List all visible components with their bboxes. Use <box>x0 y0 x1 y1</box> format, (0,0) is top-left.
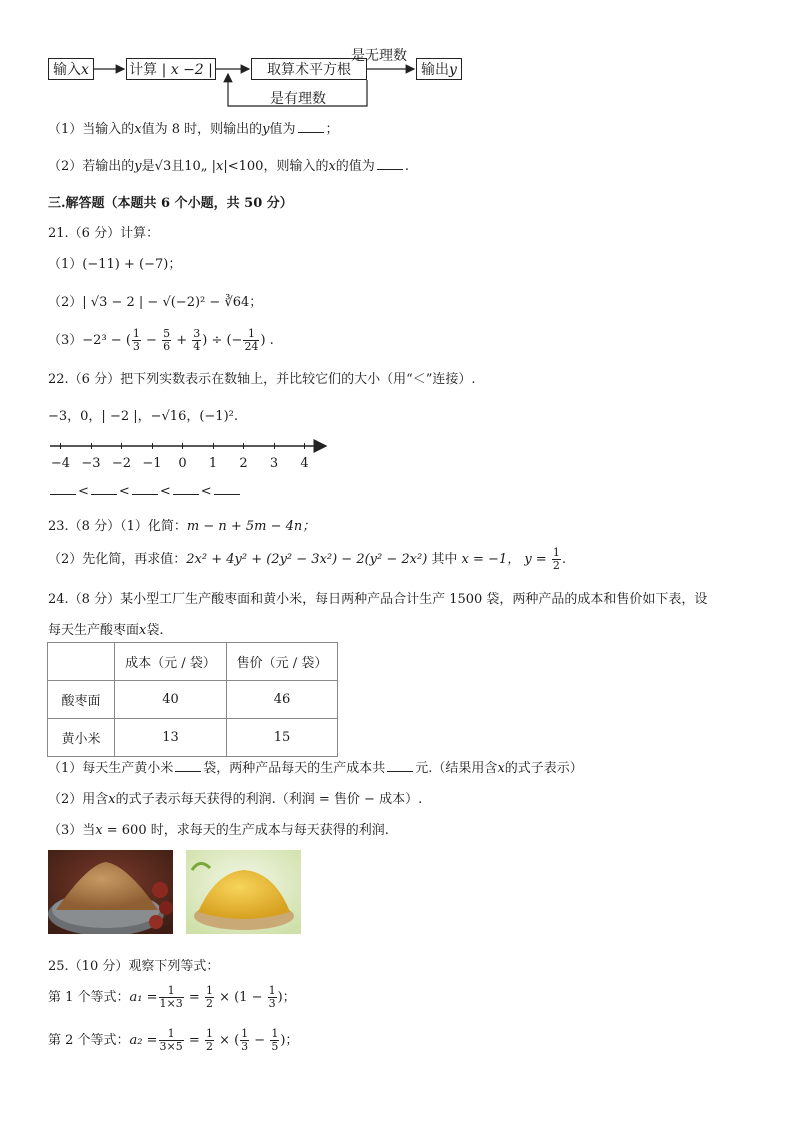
table-cell: 黄小米 <box>48 719 115 757</box>
fraction: $\frac{1}{3}$ <box>132 327 140 353</box>
q24-p3-x: x <box>95 823 103 838</box>
number-line-tick <box>304 443 305 449</box>
q23-p2-where: 其中 <box>427 552 462 567</box>
q20-p1-y: y <box>262 122 270 137</box>
number-line-tick <box>91 443 92 449</box>
fraction: $\frac{3}{4}$ <box>193 327 201 353</box>
q22-heading: 22.（6 分）把下列实数表示在数轴上，并比较它们的大小（用“＜”连接）. <box>48 372 476 387</box>
answer-blank[interactable] <box>173 484 199 495</box>
q23-p2-values: x = −1， y = <box>461 552 551 567</box>
q23-p2-expr: 2x² + 4y² + (2y² − 3x²) − 2(y² − 2x²) <box>186 552 428 567</box>
number-line-tick <box>274 443 275 449</box>
table-cell: 40 <box>115 681 227 719</box>
q24-p1-d: 的式子表示） <box>504 761 583 776</box>
jujube-powder-photo <box>48 850 173 934</box>
table-cell: 46 <box>227 681 338 719</box>
table-cell: 15 <box>227 719 338 757</box>
number-line-tick <box>60 443 61 449</box>
number-line-tick-label: −1 <box>142 456 162 471</box>
q21-p3-b: ) ÷ (− <box>202 333 243 348</box>
table-header-row <box>48 643 338 681</box>
q20-p1-text-c: 值为 <box>269 122 296 137</box>
q21-op2: + <box>172 333 192 348</box>
answer-blank[interactable] <box>298 122 324 133</box>
q20-p1-text-a: （1）当输入的 <box>48 122 135 137</box>
equals: = <box>184 990 204 1005</box>
less-than: < <box>118 484 130 499</box>
number-line-tick-label: −3 <box>81 456 101 471</box>
answer-blank[interactable] <box>132 484 158 495</box>
q23-p2-text: （2）先化简，再求值： <box>48 552 187 567</box>
flow-irrational-label: 是无理数 <box>351 48 407 64</box>
table-cell: 13 <box>115 719 227 757</box>
q24-p2-b: 的式子表示每天获得的利润.（利润 = 售价 − 成本）. <box>115 792 423 807</box>
q21-part1 <box>48 253 181 272</box>
q21-p1-expr: (−11) + (−7)； <box>82 257 182 272</box>
q25-e2-label: 第 2 个等式： <box>48 1033 130 1048</box>
q22-answer-row <box>48 484 242 499</box>
number-line-tick-label: 1 <box>208 456 218 471</box>
flow-input-label: 输入 <box>53 62 82 78</box>
q24-p2-a: （2）用含 <box>48 792 109 807</box>
q20-p2-text-d: |<100，则输入的 <box>223 159 329 174</box>
q20-p2-end: . <box>404 159 409 174</box>
q21-p2-expr-a: | √3 − 2 | − √(−2)² <box>82 295 206 310</box>
q25-e2-m: − <box>250 1033 270 1048</box>
table-header-cell: 售价（元 / 袋） <box>227 643 338 681</box>
q23-heading: 23.（8 分）（1）化简： <box>48 519 187 534</box>
q23-p1-expr: m − n + 5m − 4n； <box>186 519 316 534</box>
number-line-tick <box>121 443 122 449</box>
flow-calc-box <box>126 58 216 80</box>
less-than: < <box>200 484 212 499</box>
q25-e2-c: )； <box>280 1033 299 1048</box>
q25-equation-1 <box>48 983 296 1013</box>
q20-p2-text-e: 的值为 <box>335 159 375 174</box>
number-line-tick-label: 0 <box>178 456 187 471</box>
fraction: $\frac{1}{3}$ <box>241 1027 249 1053</box>
q20-p2-y: y <box>134 159 142 174</box>
fraction: $\frac{5}{6}$ <box>163 327 171 353</box>
cost-price-table <box>47 642 338 757</box>
less-than: < <box>159 484 171 499</box>
q25-equation-2 <box>48 1026 298 1056</box>
number-line-tick-label: 2 <box>239 456 248 471</box>
q24-heading-line1: 24.（8 分）某小型工厂生产酸枣面和黄小米，每日两种产品合计生产 1500 袋，两种产品的成本和售价如下表，设 <box>48 592 708 607</box>
q20-p1-x: x <box>134 122 142 137</box>
q24-p1-x: x <box>497 761 505 776</box>
q24-heading-line2 <box>48 619 164 638</box>
fraction: $\frac{1}{2}$ <box>205 984 213 1010</box>
fraction: $\frac{1}{1\times 3}$ <box>159 984 183 1010</box>
q20-p2-x2: x <box>328 159 336 174</box>
q24-head-x: x <box>139 623 147 638</box>
q21-part2 <box>48 291 262 310</box>
q20-part2 <box>48 155 409 174</box>
answer-blank[interactable] <box>377 159 403 170</box>
q20-p2-x: x <box>216 159 224 174</box>
less-than: < <box>78 484 89 499</box>
q21-p2-num: （2） <box>48 295 83 310</box>
q25-e1-a: a₁ = <box>129 990 158 1005</box>
q20-p1-end: ； <box>325 122 339 137</box>
q25-e1-label: 第 1 个等式： <box>48 990 130 1005</box>
q23-part1 <box>48 515 315 534</box>
fraction: $\frac{1}{2}$ <box>552 546 560 572</box>
q25-heading: 25.（10 分）观察下列等式： <box>48 959 220 974</box>
q23-p2-end: . <box>561 552 566 567</box>
answer-blank[interactable] <box>214 484 240 495</box>
flow-calc-expr: | x −2 | <box>161 62 213 78</box>
q21-p3-a: −2³ − ( <box>82 333 131 348</box>
q20-p2-text-b: 是 <box>141 159 155 174</box>
number-line-tick-label: 3 <box>269 456 279 471</box>
table-row <box>48 719 338 757</box>
flow-output-box <box>416 58 462 80</box>
table-header-cell <box>48 643 115 681</box>
equals: = <box>184 1033 204 1048</box>
q21-p1-num: （1） <box>48 257 83 272</box>
fraction: $\frac{1}{2}$ <box>205 1027 213 1053</box>
q24-p3-b: = 600 时，求每天的生产成本与每天获得的利润. <box>102 823 389 838</box>
q20-p2-text-a: （2）若输出的 <box>48 159 135 174</box>
q21-part3 <box>48 326 274 356</box>
q24-part1 <box>48 757 583 776</box>
flow-output-var: y <box>449 62 457 78</box>
answer-blank[interactable] <box>387 761 413 772</box>
table-cell: 酸枣面 <box>48 681 115 719</box>
q24-p1-c: 元.（结果用含 <box>415 761 498 776</box>
q20-p1-text-b: 值为 8 时，则输出的 <box>141 122 263 137</box>
number-line-tick-label: −2 <box>111 456 132 471</box>
flow-output-label: 输出 <box>421 62 450 78</box>
q25-e1-c: )； <box>277 990 296 1005</box>
number-line-tick <box>152 443 153 449</box>
q25-e2-a: a₂ = <box>129 1033 158 1048</box>
number-line-tick-label: −4 <box>50 456 71 471</box>
millet-photo <box>186 850 301 934</box>
q24-p2-x: x <box>108 792 116 807</box>
number-line-tick-label: 4 <box>300 456 309 471</box>
number-line-tick <box>182 443 183 449</box>
flow-input-var: x <box>81 62 89 78</box>
q24-p1-a: （1）每天生产黄小米 <box>48 761 174 776</box>
q21-op1: − <box>141 333 162 348</box>
q25-e2-b: × ( <box>214 1033 240 1048</box>
section-title: 三.解答题（本题共 6 个小题，共 50 分） <box>48 196 293 211</box>
q24-head-end: 袋. <box>146 623 164 638</box>
q24-part3 <box>48 819 389 838</box>
fraction: $\frac{1}{3}$ <box>268 984 276 1010</box>
answer-blank[interactable] <box>50 484 76 495</box>
q22-number-list: −3，0，| −2 |，−√16，(−1)². <box>48 409 238 424</box>
q25-e1-b: × (1 − <box>214 990 267 1005</box>
flow-calc-label: 计算 <box>129 62 158 78</box>
table-row <box>48 681 338 719</box>
q24-p1-b: 袋，两种产品每天的生产成本共 <box>203 761 386 776</box>
fraction: $\frac{1}{3\times 5}$ <box>159 1027 183 1053</box>
q23-part2 <box>48 545 566 575</box>
q20-part1 <box>48 118 339 137</box>
q20-p2-sqrt: √3 <box>154 159 172 174</box>
q21-p3-c: ) . <box>260 333 274 348</box>
flow-rational-label: 是有理数 <box>270 91 326 107</box>
flow-sqrt-box: 取算术平方根 <box>251 58 367 80</box>
number-line-tick <box>243 443 244 449</box>
fraction: $\frac{1}{5}$ <box>271 1027 279 1053</box>
answer-blank[interactable] <box>91 484 117 495</box>
number-line-tick <box>213 443 214 449</box>
fraction: $\frac{1}{24}$ <box>244 327 259 353</box>
q24-p3-a: （3）当 <box>48 823 96 838</box>
q21-p2-expr-b: − ∛64； <box>205 295 263 310</box>
q24-part2 <box>48 788 422 807</box>
answer-blank[interactable] <box>175 761 201 772</box>
q24-head-text: 每天生产酸枣面 <box>48 623 140 638</box>
q20-p2-text-c: 且10„ | <box>171 159 217 174</box>
q21-p3-num: （3） <box>48 333 83 348</box>
table-header-cell: 成本（元 / 袋） <box>115 643 227 681</box>
q21-heading: 21.（6 分）计算： <box>48 226 160 241</box>
